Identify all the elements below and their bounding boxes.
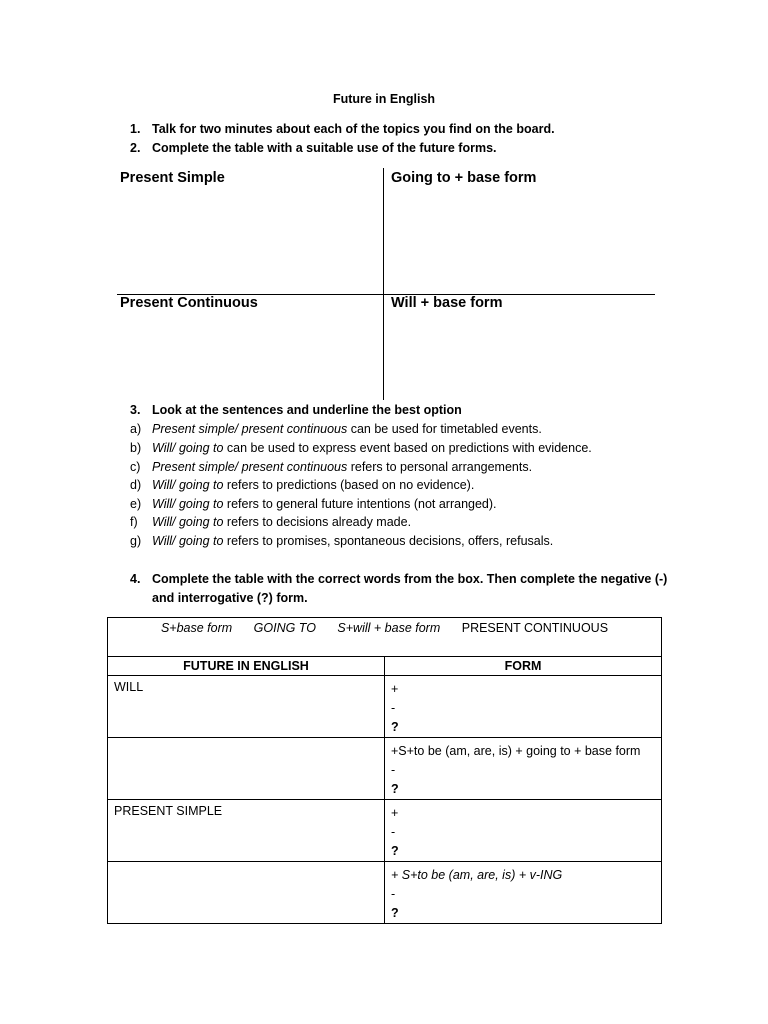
row-form[interactable] bbox=[385, 738, 662, 800]
quadrant-present-simple: Present Simple bbox=[120, 170, 225, 186]
form-positive: + bbox=[391, 806, 399, 820]
option-letter: c) bbox=[130, 460, 141, 474]
option-letter: d) bbox=[130, 478, 142, 492]
form-interrogative: ? bbox=[391, 844, 399, 858]
option-choice: Present simple/ present continuous bbox=[152, 422, 348, 436]
table-row bbox=[108, 862, 662, 924]
table-row bbox=[108, 800, 662, 862]
section-heading-text: Complete the table with the correct words from the box. Then complete the negative (-) bbox=[152, 572, 668, 586]
option-letter: b) bbox=[130, 441, 142, 455]
option-letter: e) bbox=[130, 497, 142, 511]
form-positive: +S+to be (am, are, is) + going to + base form bbox=[391, 744, 641, 758]
instruction-number: 1. bbox=[130, 122, 141, 136]
word-box-item: S+base form bbox=[160, 621, 233, 635]
option-letter: a) bbox=[130, 422, 142, 436]
option-letter: g) bbox=[130, 534, 142, 548]
option-letter: f) bbox=[130, 515, 138, 529]
option-choice: Will/ going to bbox=[152, 497, 224, 511]
row-form[interactable] bbox=[385, 800, 662, 862]
word-box-item: S+will + base form bbox=[337, 621, 441, 635]
section-number: 3. bbox=[130, 403, 141, 417]
option-text: refers to predictions (based on no evidence). bbox=[223, 478, 475, 492]
section-number: 4. bbox=[130, 572, 141, 586]
table-row bbox=[108, 738, 662, 800]
word-box-item: GOING TO bbox=[253, 621, 316, 635]
form-negative: - bbox=[391, 887, 396, 901]
row-label[interactable]: PRESENT SIMPLE bbox=[108, 800, 385, 862]
word-box-item: PRESENT CONTINUOUS bbox=[461, 621, 609, 635]
option-text: refers to general future intentions (not arranged). bbox=[223, 497, 497, 511]
instruction-number: 2. bbox=[130, 141, 141, 155]
quadrant-vertical-divider bbox=[383, 168, 384, 400]
section-heading-text: Look at the sentences and underline the best option bbox=[152, 403, 462, 417]
row-label[interactable] bbox=[108, 862, 385, 924]
instruction-text: Talk for two minutes about each of the topics you find on the board. bbox=[152, 122, 555, 136]
future-forms-table bbox=[107, 617, 662, 924]
form-negative: - bbox=[391, 825, 396, 839]
form-positive: + S+to be (am, are, is) + v-ING bbox=[391, 868, 563, 882]
option-choice: Will/ going to bbox=[152, 534, 224, 548]
option-choice: Present simple/ present continuous bbox=[152, 460, 348, 474]
column-header-form: FORM bbox=[385, 657, 662, 676]
row-label[interactable]: WILL bbox=[108, 676, 385, 738]
option-text: refers to promises, spontaneous decisions, offers, refusals. bbox=[223, 534, 554, 548]
form-positive: + bbox=[391, 682, 399, 696]
option-text: refers to decisions already made. bbox=[223, 515, 412, 529]
option-text: can be used to express event based on predictions with evidence. bbox=[223, 441, 592, 455]
row-label[interactable] bbox=[108, 738, 385, 800]
word-box bbox=[108, 618, 662, 657]
option-choice: Will/ going to bbox=[152, 478, 224, 492]
form-interrogative: ? bbox=[391, 720, 399, 734]
quadrant-going-to: Going to + base form bbox=[391, 170, 537, 186]
form-interrogative: ? bbox=[391, 782, 399, 796]
form-interrogative: ? bbox=[391, 906, 399, 920]
quadrant-present-continuous: Present Continuous bbox=[120, 295, 258, 311]
section-heading-text: and interrogative (?) form. bbox=[152, 591, 308, 605]
row-form[interactable] bbox=[385, 862, 662, 924]
option-choice: Will/ going to bbox=[152, 441, 224, 455]
column-header-future: FUTURE IN ENGLISH bbox=[108, 657, 385, 676]
quadrant-will: Will + base form bbox=[391, 295, 503, 311]
option-text: refers to personal arrangements. bbox=[347, 460, 533, 474]
form-negative: - bbox=[391, 701, 396, 715]
instruction-text: Complete the table with a suitable use of the future forms. bbox=[152, 141, 497, 155]
form-negative: - bbox=[391, 763, 396, 777]
page-title: Future in English bbox=[332, 92, 436, 106]
row-form[interactable] bbox=[385, 676, 662, 738]
quadrant-horizontal-divider bbox=[117, 294, 655, 295]
option-choice: Will/ going to bbox=[152, 515, 224, 529]
option-text: can be used for timetabled events. bbox=[347, 422, 542, 436]
table-row bbox=[108, 676, 662, 738]
